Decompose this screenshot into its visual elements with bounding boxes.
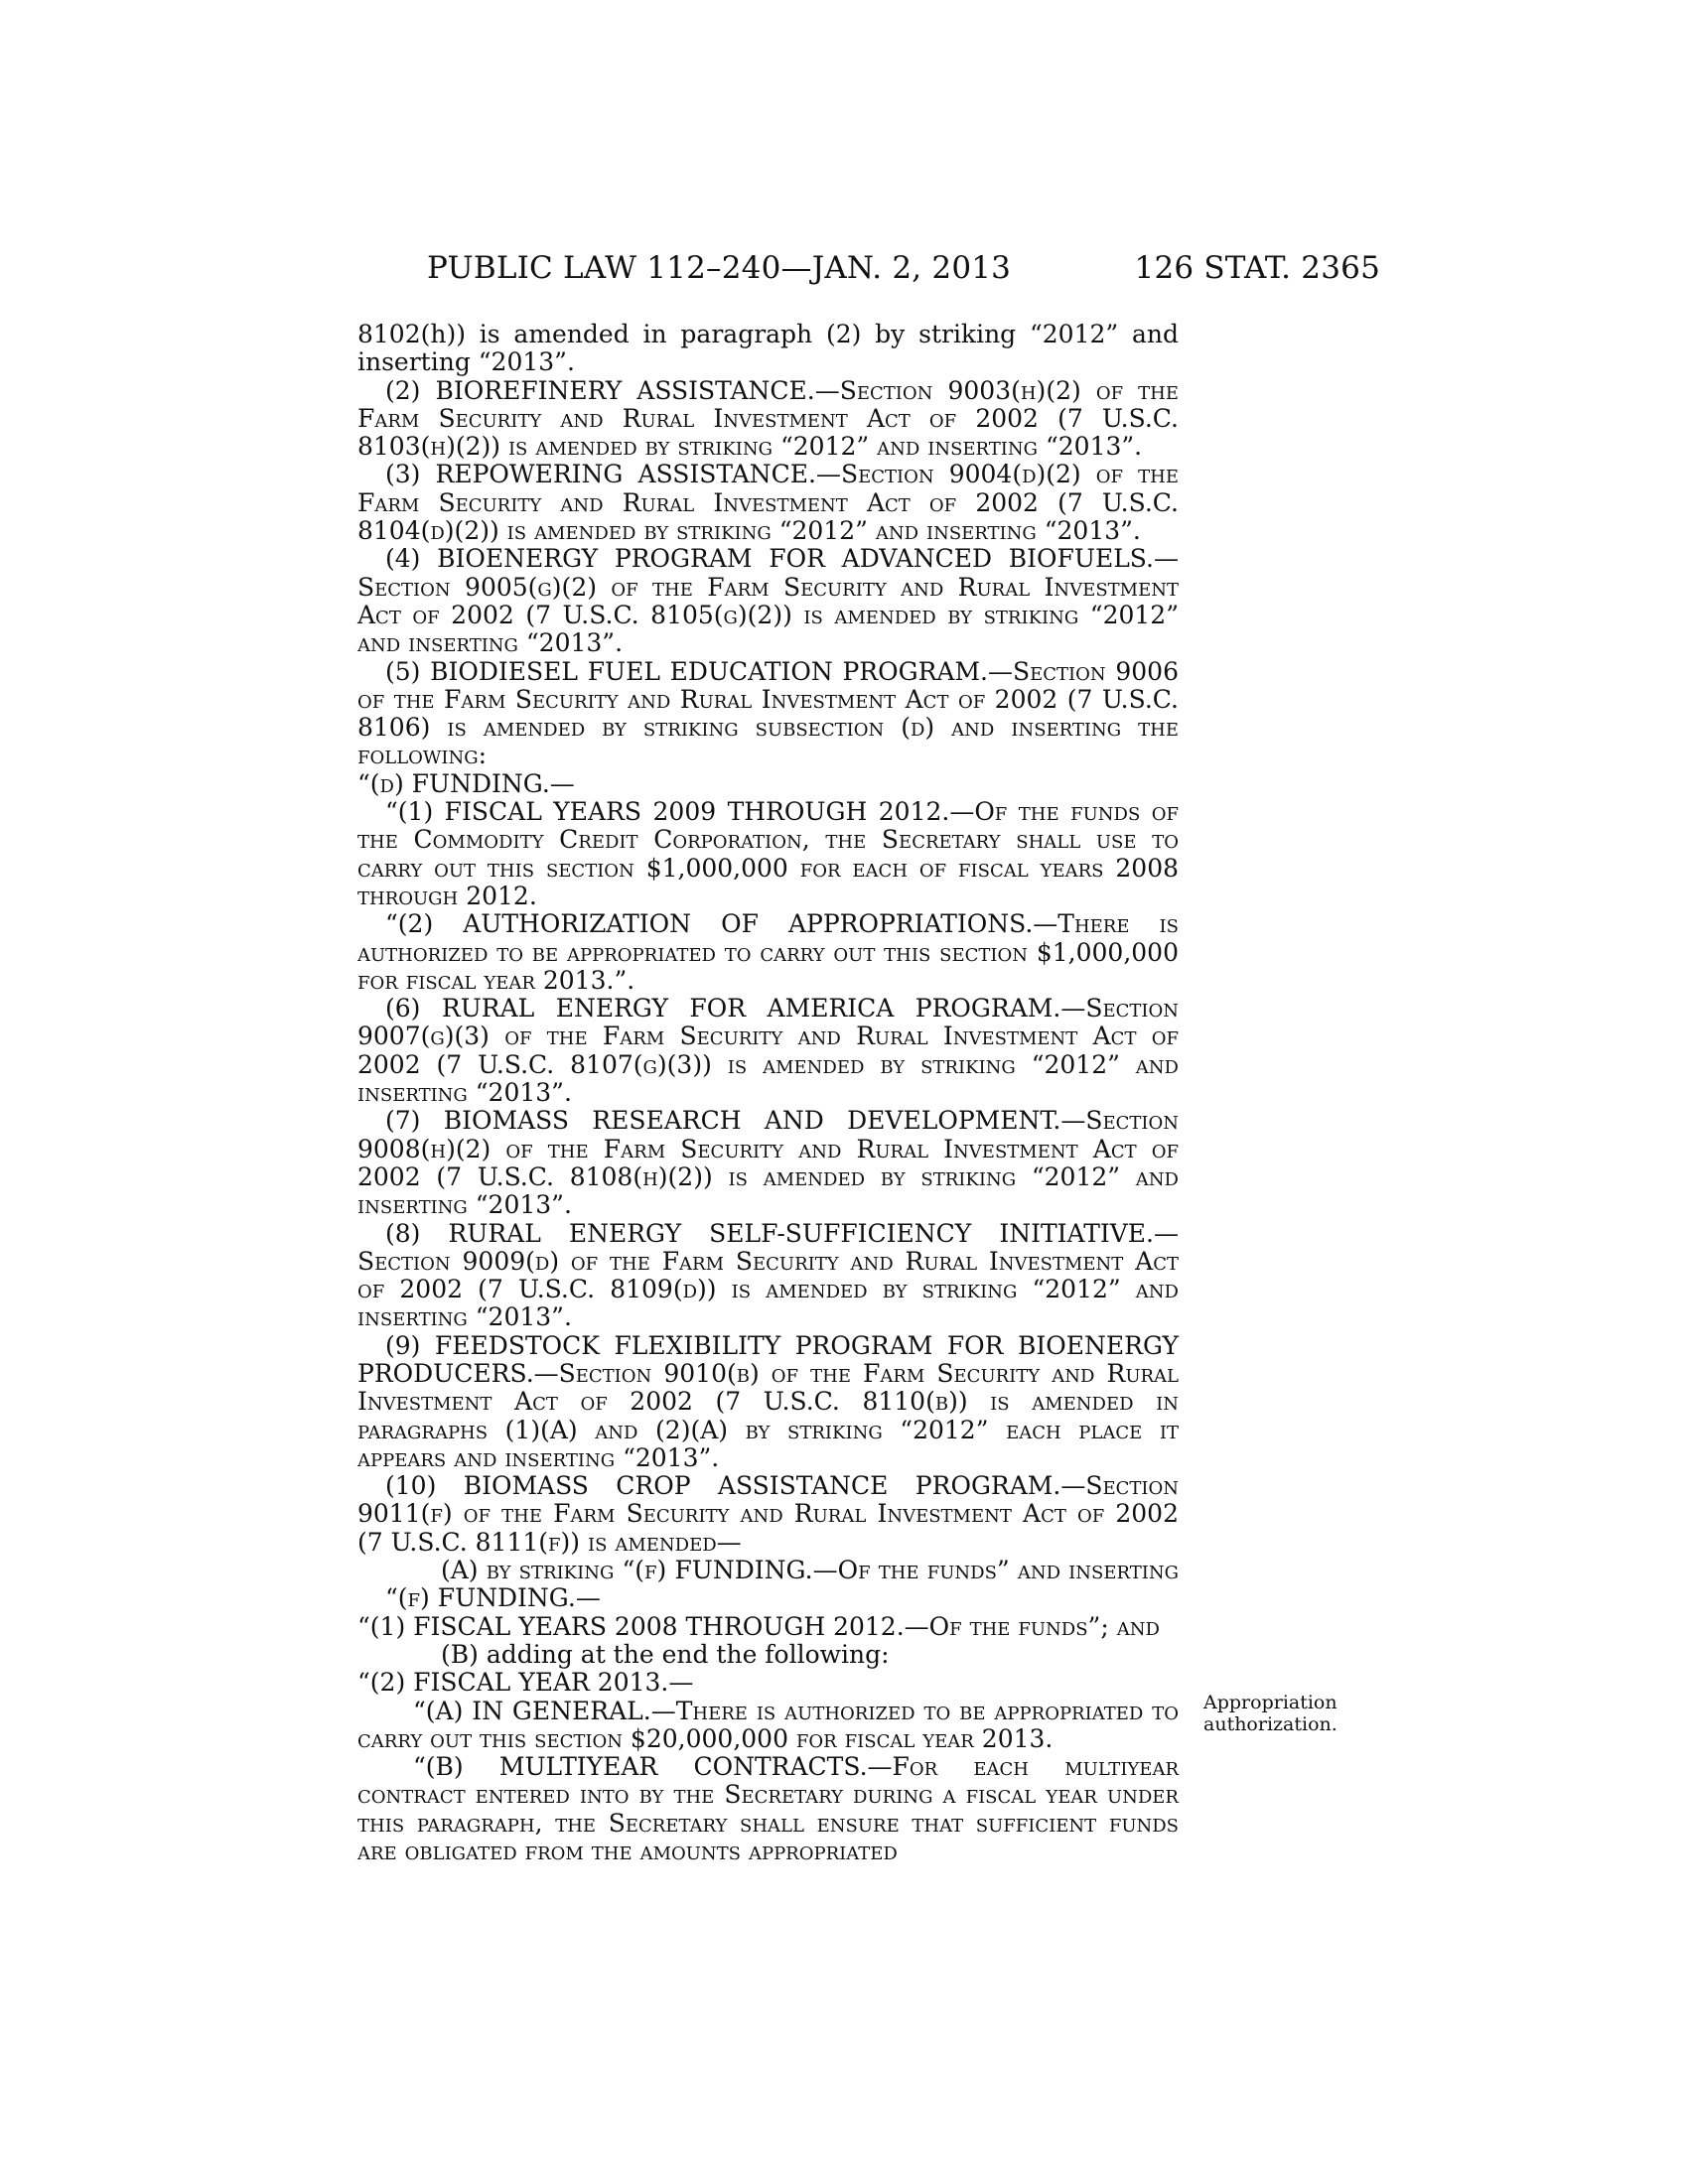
paragraph-rural-energy-for-america: (6) RURAL ENERGY FOR AMERICA PROGRAM.—Section 9007(g)(3) of the Farm Security and Rural Investment Act of 2002 (7 U.S.C. 8107(g)(3)) is amended by striking “2012” and inserting “2013”. [357, 994, 1179, 1108]
public-law-citation: PUBLIC LAW 112–240—JAN. 2, 2013 [427, 250, 1012, 286]
subsection-d-funding: “(d) FUNDING.— [357, 768, 575, 798]
paragraph-biomass-research-development: (7) BIOMASS RESEARCH AND DEVELOPMENT.—Section 9008(h)(2) of the Farm Security and Rural Investment Act of 2002 (7 U.S.C. 8108(h)(2)) is amended by striking “2012” and inserting “2013”. [357, 1106, 1179, 1220]
subparagraph-in-general: “(A) IN GENERAL.—There is authorized to be appropriated to carry out this section $20,000,000 for fiscal year 2013. [357, 1696, 1179, 1753]
paragraph-bioenergy-advanced-biofuels: (4) BIOENERGY PROGRAM FOR ADVANCED BIOFUELS.—Section 9005(g)(2) of the Farm Security and Rural Investment Act of 2002 (7 U.S.C. 8105(g)(2)) is amended by striking “2012” and inserting “2013”. [357, 544, 1179, 658]
clause-a-striking: (A) by striking “(f) FUNDING.—Of the funds” and inserting “(f) FUNDING.— [385, 1556, 1179, 1613]
body-text [357, 321, 1179, 1865]
paragraph-continuation: 8102(h)) is amended in paragraph (2) by striking “2012” and inserting “2013”. [357, 320, 1179, 377]
paragraph-repowering-assistance: (3) REPOWERING ASSISTANCE.—Section 9004(d)(2) of the Farm Security and Rural Investment Act of 2002 (7 U.S.C. 8104(d)(2)) is amended by striking “2012” and inserting “2013”. [357, 460, 1179, 546]
statute-page-number: 126 STAT. 2365 [1134, 250, 1380, 286]
paragraph-fiscal-year-2013: “(2) FISCAL YEAR 2013.— [357, 1668, 694, 1698]
margin-note: Appropriation authorization. [1203, 1692, 1337, 1735]
clause-fiscal-years-2008-2012: “(1) FISCAL YEARS 2008 THROUGH 2012.—Of the funds”; and [357, 1611, 1160, 1641]
paragraph-authorization-of-appropriations: “(2) AUTHORIZATION OF APPROPRIATIONS.—There is authorized to be appropriated to carry out this section $1,000,000 for fiscal year 2013.”. [357, 909, 1179, 995]
paragraph-biomass-crop-assistance: (10) BIOMASS CROP ASSISTANCE PROGRAM.—Section 9011(f) of the Farm Security and Rural Investment Act of 2002 (7 U.S.C. 8111(f)) is amended— [357, 1471, 1179, 1557]
clause-b-adding: (B) adding at the end the following: [441, 1639, 890, 1669]
paragraph-feedstock-flexibility: (9) FEEDSTOCK FLEXIBILITY PROGRAM FOR BIOENERGY PRODUCERS.—Section 9010(b) of the Farm Security and Rural Investment Act of 2002 (7 U.S.C. 8110(b)) is amended in paragraphs (1)(A) and (2)(A) by striking “2012” each place it appears and inserting “2013”. [357, 1330, 1179, 1472]
paragraph-rural-energy-self-sufficiency: (8) RURAL ENERGY SELF-SUFFICIENCY INITIATIVE.—Section 9009(d) of the Farm Security and Rural Investment Act of 2002 (7 U.S.C. 8109(d)) is amended by striking “2012” and inserting “2013”. [357, 1218, 1179, 1332]
subparagraph-multiyear-contracts: “(B) MULTIYEAR CONTRACTS.—For each multiyear contract entered into by the Secretary during a fiscal year under this paragraph, the Secretary shall ensure that sufficient funds are obligated from the amounts appropriated [357, 1752, 1179, 1866]
paragraph-fiscal-years-2009-2012: “(1) FISCAL YEARS 2009 THROUGH 2012.—Of the funds of the Commodity Credit Corporation, the Secretary shall use to carry out this section $1,000,000 for each of fiscal years 2008 through 2012. [357, 797, 1179, 910]
paragraph-biodiesel-fuel-education: (5) BIODIESEL FUEL EDUCATION PROGRAM.—Section 9006 of the Farm Security and Rural Investment Act of 2002 (7 U.S.C. 8106) is amended by striking subsection (d) and inserting the following: [357, 656, 1179, 770]
paragraph-biorefinery-assistance: (2) BIOREFINERY ASSISTANCE.—Section 9003(h)(2) of the Farm Security and Rural Investment Act of 2002 (7 U.S.C. 8103(h)(2)) is amended by striking “2012” and inserting “2013”. [357, 375, 1179, 462]
